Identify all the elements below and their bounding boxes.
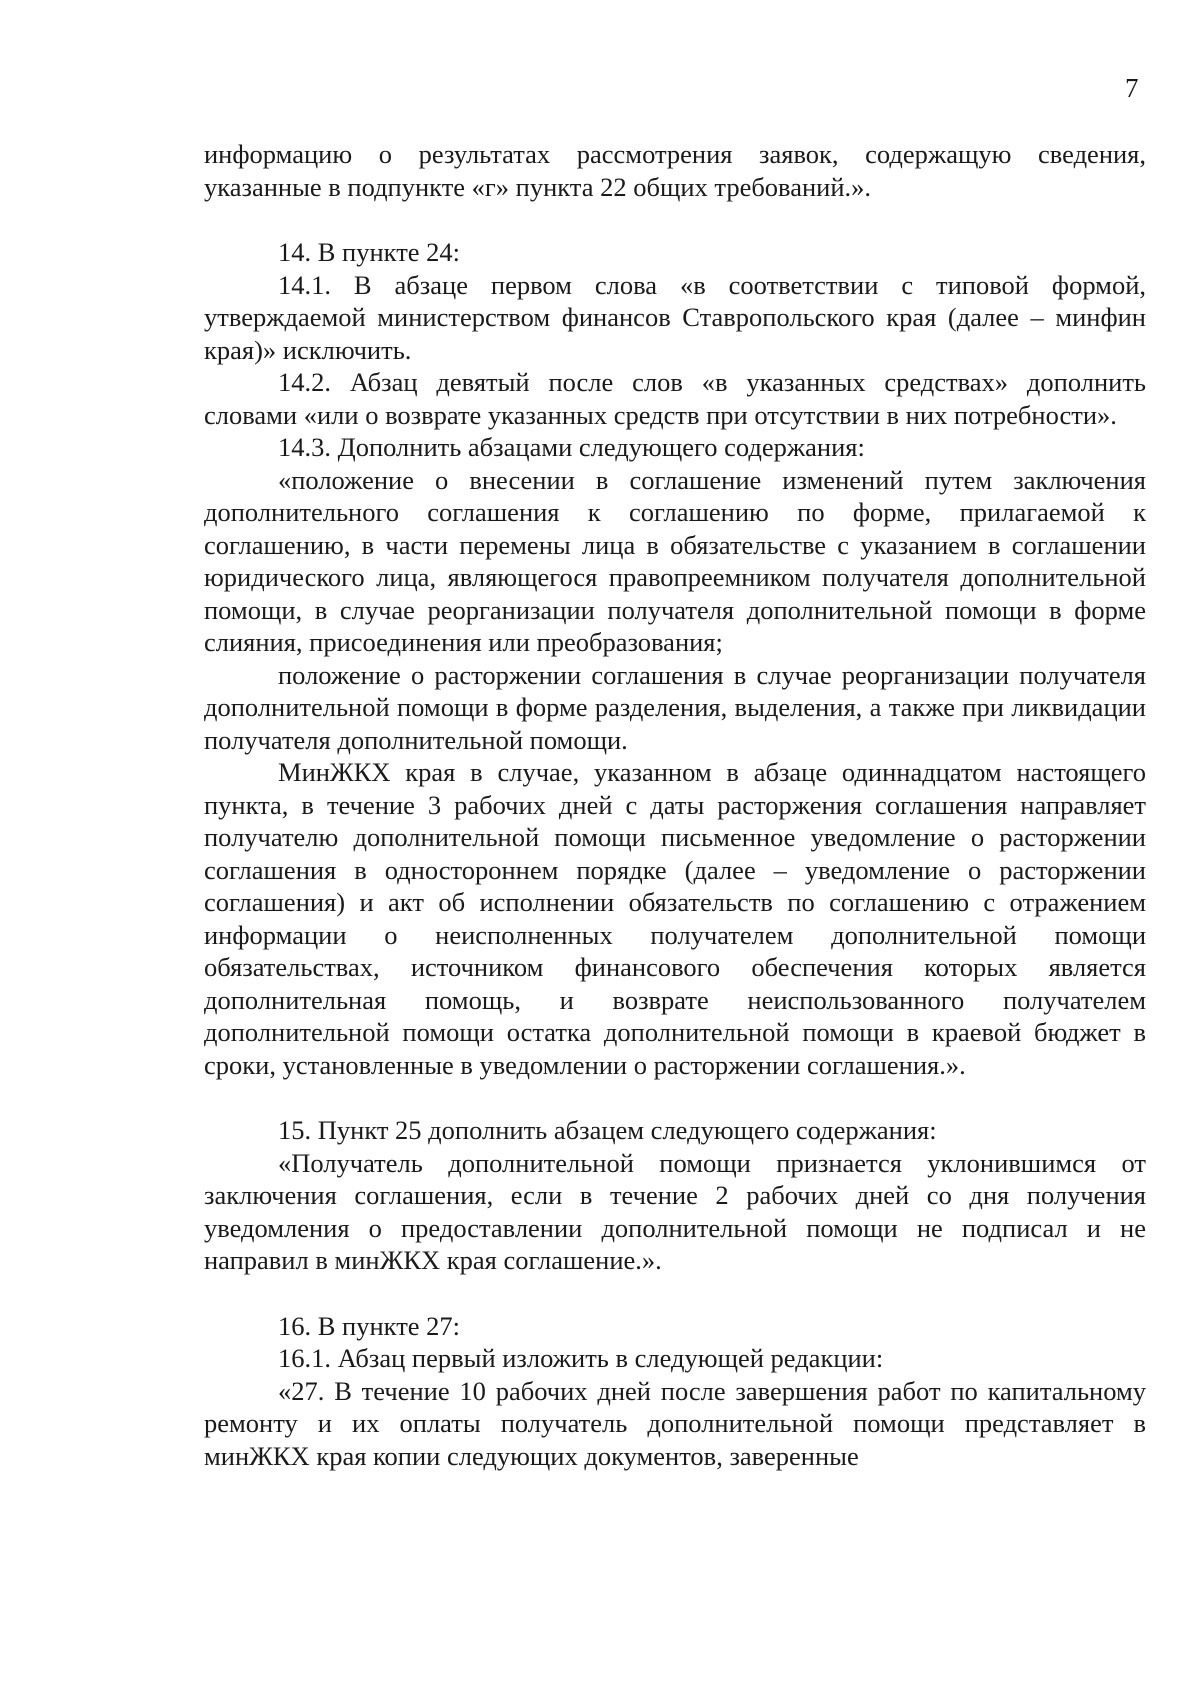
paragraph-quote-2: положение о расторжении соглашения в случае реорганизации получателя дополнительной помощи в форме разделения, выделения, а также при ликвидации получателя дополнительной помощи. [204,659,1146,755]
page-number: 7 [1125,73,1139,103]
document-body [204,138,1146,1472]
paragraph-item-16: 16. В пункте 27: [278,1310,461,1341]
paragraph-quote-4: «Получатель дополнительной помощи признается уклонившимся от заключения соглашения, если в течение 2 рабочих дней со дня получения уведомления о предоставлении дополнительной помощи не подписал и не направил в минЖКХ края соглашение.». [204,1147,1146,1275]
paragraph-item-14-1: 14.1. В абзаце первом слова «в соответствии с типовой формой, утверждаемой министерством финансов Ставропольского края (далее – минфин края)» исключить. [204,269,1146,365]
paragraph-continuation: информацию о результатах рассмотрения заявок, содержащую сведения, указанные в подпункте «г» пункта 22 общих требований.». [204,139,1146,202]
paragraph-gap [204,203,1146,236]
paragraph-item-14-2: 14.2. Абзац девятый после слов «в указанных средствах» дополнить словами «или о возврате указанных средств при отсутствии в них потребности». [204,367,1146,430]
paragraph-item-15: 15. Пункт 25 дополнить абзацем следующего содержания: [278,1115,937,1145]
paragraph-quote-5: «27. В течение 10 рабочих дней после завершения работ по капитальному ремонту и их оплаты получатель дополнительной помощи представляет в минЖКХ края копии следующих документов, заверенные [204,1375,1146,1471]
paragraph-quote-3: МинЖКХ края в случае, указанном в абзаце одиннадцатом настоящего пункта, в течение 3 рабочих дней с даты расторжения соглашения направляет получателю дополнительной помощи письменное уведомление о расторжении соглашения в одностороннем порядке (далее – уведомление о расторжении соглашения) и акт об исполнении обязательств по соглашению с отражением информации о неисполненных получателем дополнительной помощи обязательствах, источником финансового обеспечения которых является дополнительная помощь, и возврате неиспользованного получателем дополнительной помощи остатка дополнительной помощи в краевой бюджет в сроки, установленные в уведомлении о расторжении соглашения.». [204,757,1146,1080]
paragraph-gap [204,1277,1146,1310]
paragraph-quote-1: «положение о внесении в соглашение изменений путем заключения дополнительного соглашения к соглашению по форме, прилагаемой к соглашению, в части перемены лица в обязательстве с указанием в соглашении юридического лица, являющегося правопреемником получателя дополнительной помощи, в случае реорганизации получателя дополнительной помощи в форме слияния, присоединения или преобразования; [204,464,1146,657]
paragraph-item-14-3: 14.3. Дополнить абзацами следующего содержания: [278,432,865,462]
paragraph-item-16-1: 16.1. Абзац первый изложить в следующей редакции: [278,1343,884,1373]
paragraph-item-14: 14. В пункте 24: [278,237,461,267]
paragraph-gap [204,1081,1146,1114]
